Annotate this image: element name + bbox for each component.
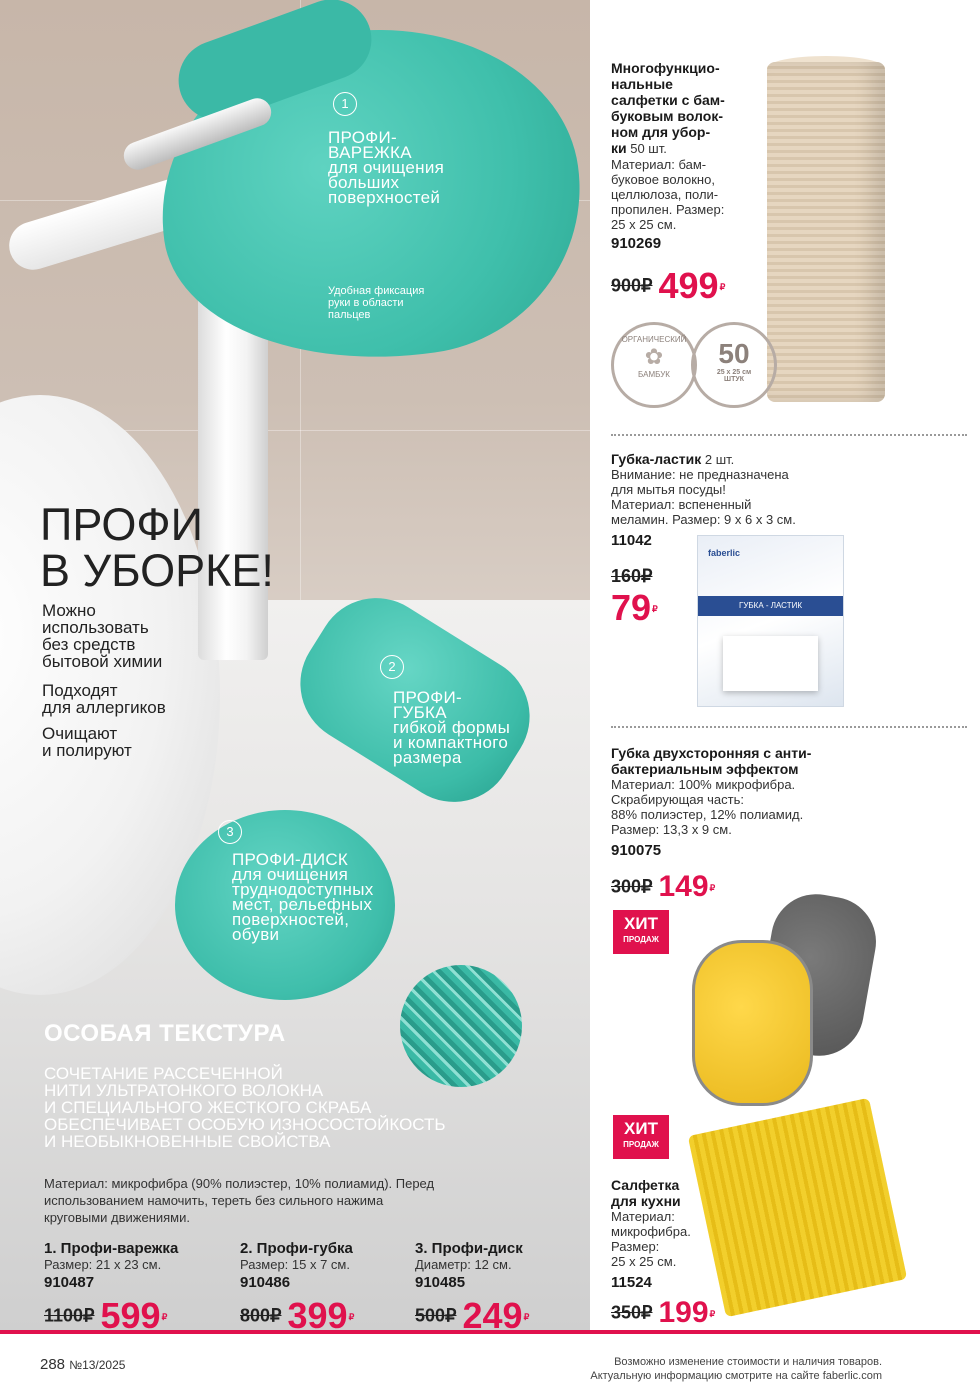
benefit-line: для аллергиков <box>42 698 166 717</box>
old-price: 800₽ <box>240 1305 282 1326</box>
old-price: 900₽ <box>611 275 653 296</box>
product-title-line: буковым волок- <box>611 108 723 124</box>
organic-bamboo-badge <box>611 322 697 408</box>
disclaimer-line: Возможно изменение стоимости и наличия товаров. <box>614 1356 882 1368</box>
product-name: 1. Профи-варежка <box>44 1240 179 1257</box>
bamboo-icon: ✿ <box>644 344 664 369</box>
callout-line: ПРОФИ- <box>328 128 398 147</box>
callout-line: труднодоступных <box>232 880 374 899</box>
product-title-line: ки <box>611 140 627 156</box>
badge-text: ОРГАНИЧЕСКИЙ <box>621 335 687 344</box>
texture-line: ОБЕСПЕЧИВАЕТ ОСОБУЮ ИЗНОСОСТОЙКОСТЬ <box>44 1115 446 1134</box>
product-quantity: 2 шт. <box>701 452 735 467</box>
note-line: Удобная фиксация <box>328 285 425 297</box>
product-code: 910485 <box>415 1274 466 1291</box>
page-number-value: 288 <box>40 1356 66 1373</box>
callout-line: и компактного <box>393 733 509 752</box>
old-price: 500₽ <box>415 1305 457 1326</box>
product-desc-line: Внимание: не предназначена <box>611 467 789 482</box>
product-title-line: ном для убор- <box>611 124 711 140</box>
price-two-sided-sponge <box>611 870 715 904</box>
benefit-line: без средств <box>42 635 136 654</box>
product-desc-line: буковое волокно, <box>611 172 715 187</box>
product-size: Размер: 21 х 23 см. <box>44 1257 162 1272</box>
product-quantity: 50 шт. <box>626 141 667 156</box>
product-desc-line: целлюлоза, поли- <box>611 187 719 202</box>
benefit-line: Можно <box>42 601 96 620</box>
headline-line: В УБОРКЕ! <box>40 545 274 596</box>
product-name: 3. Профи-диск <box>415 1240 523 1257</box>
callout-line: поверхностей <box>328 188 441 207</box>
mitt-note <box>328 285 424 321</box>
callout-line: обуви <box>232 925 280 944</box>
old-price: 160₽ <box>611 566 653 586</box>
new-price: 149 <box>658 870 709 903</box>
price-kitchen-cloth <box>611 1296 715 1330</box>
material-note <box>44 1175 544 1226</box>
yellow-microfiber-sponge-image <box>692 940 813 1106</box>
count-badge <box>691 322 777 408</box>
badge-size: 25 х 25 см <box>716 369 752 376</box>
new-price: 79 <box>611 587 652 628</box>
bamboo-wipes-roll-image <box>767 62 885 402</box>
product-profi-disc <box>415 1241 523 1291</box>
material-line: использованием намочить, тереть без сильного нажима <box>44 1193 384 1208</box>
product-title-line: Многофункцио- <box>611 60 720 76</box>
currency-sign: ₽ <box>161 1312 168 1323</box>
product-title-line: нальные <box>611 76 673 92</box>
texture-line: НИТИ УЛЬТРАТОНКОГО ВОЛОКНА <box>44 1081 324 1100</box>
material-line: Материал: микрофибра (90% полиэстер, 10% полиамид). Перед <box>44 1176 435 1191</box>
product-desc-line: пропилен. Размер: <box>611 202 725 217</box>
callout-line: больших <box>328 173 400 192</box>
callout-line: размера <box>393 748 462 767</box>
note-line: руки в области <box>328 297 404 309</box>
benefit-line: и полируют <box>42 741 132 760</box>
footer-disclaimer <box>590 1355 882 1383</box>
benefit-no-chemicals <box>42 602 162 670</box>
badge-title: ХИТ <box>624 914 658 933</box>
callout-number-2: 2 <box>380 655 404 679</box>
eraser-block-image <box>723 636 818 691</box>
material-line: круговыми движениями. <box>44 1210 190 1225</box>
product-title-line: бактериальным эффектом <box>611 761 799 777</box>
currency-sign: ₽ <box>709 883 716 894</box>
currency-sign: ₽ <box>348 1312 355 1323</box>
pack-brand: faberlic <box>708 548 741 558</box>
product-name: 2. Профи-губка <box>240 1240 353 1257</box>
product-title-line: салфетки с бам- <box>611 92 725 108</box>
product-kitchen-cloth <box>611 1177 731 1290</box>
product-desc-line: 25 х 25 см. <box>611 1254 677 1269</box>
product-profi-sponge <box>240 1241 353 1291</box>
product-code: 910486 <box>240 1274 291 1291</box>
benefit-line: Подходят <box>42 681 118 700</box>
price-bamboo-wipes <box>611 265 725 307</box>
product-desc-line: Материал: 100% микрофибра. <box>611 777 796 792</box>
callout-line: мест, рельефных <box>232 895 373 914</box>
product-size: Размер: 15 х 7 см. <box>240 1257 350 1272</box>
divider <box>611 434 967 436</box>
currency-sign: ₽ <box>652 604 658 615</box>
benefit-line: бытовой химии <box>42 652 163 671</box>
callout-line: ПРОФИ-ДИСК <box>232 850 349 869</box>
product-desc-line: 25 х 25 см. <box>611 217 677 232</box>
callout-sponge <box>393 690 510 765</box>
product-title-line: для кухни <box>611 1193 681 1209</box>
product-desc-line: Материал: бам- <box>611 157 707 172</box>
product-desc-line: микрофибра. <box>611 1224 691 1239</box>
product-desc-line: Размер: <box>611 1239 660 1254</box>
footer-accent-bar <box>0 1330 980 1334</box>
disclaimer-line: Актуальную информацию смотрите на сайте faberlic.com <box>590 1370 882 1382</box>
issue-number: №13/2025 <box>69 1358 126 1372</box>
headline-line: ПРОФИ <box>40 499 203 550</box>
currency-sign: ₽ <box>719 282 726 293</box>
benefit-polish <box>42 725 132 759</box>
price-profi-disc <box>415 1295 529 1330</box>
product-eraser-sponge <box>611 452 871 548</box>
callout-line: ВАРЕЖКА <box>328 143 412 162</box>
badge-number: 50 <box>718 338 750 369</box>
badge-subtitle: ПРОДАЖ <box>623 935 659 944</box>
benefit-line: использовать <box>42 618 149 637</box>
callout-line: гибкой формы <box>393 718 511 737</box>
product-desc-line: Материал: <box>611 1209 675 1224</box>
eraser-sponge-pack-image <box>697 535 844 707</box>
badge-title: ХИТ <box>624 1119 658 1138</box>
bestseller-badge <box>613 910 669 954</box>
price-profi-sponge <box>240 1295 354 1330</box>
product-code: 11524 <box>611 1274 652 1291</box>
callout-line: ГУБКА <box>393 703 447 722</box>
currency-sign: ₽ <box>709 1309 716 1320</box>
new-price: 599 <box>100 1295 161 1330</box>
new-price: 499 <box>658 265 719 306</box>
product-bamboo-wipes <box>611 60 761 251</box>
badge-unit: ШТУК <box>724 376 744 383</box>
product-code: 910269 <box>611 235 662 252</box>
texture-line: И СПЕЦИАЛЬНОГО ЖЕСТКОГО СКРАБА <box>44 1098 372 1117</box>
new-price: 399 <box>287 1295 348 1330</box>
pack-label: ГУБКА - ЛАСТИК <box>698 596 843 616</box>
callout-number-3: 3 <box>218 820 242 844</box>
product-code: 910075 <box>611 842 662 859</box>
badge-text: БАМБУК <box>638 370 670 379</box>
product-desc-line: меламин. Размер: 9 х 6 х 3 см. <box>611 512 796 527</box>
product-desc-line: 88% полиэстер, 12% полиамид. <box>611 807 804 822</box>
divider <box>611 726 967 728</box>
price-profi-mitt <box>44 1295 167 1330</box>
currency-sign: ₽ <box>523 1312 530 1323</box>
texture-line: СОЧЕТАНИЕ РАССЕЧЕННОЙ <box>44 1064 283 1083</box>
product-code: 910487 <box>44 1274 95 1291</box>
product-title-line: Губка двухсторонняя с анти- <box>611 745 812 761</box>
product-desc-line: Скрабирующая часть: <box>611 792 744 807</box>
product-title: Губка-ластик <box>611 451 702 467</box>
texture-line: И НЕОБЫКНОВЕННЫЕ СВОЙСТВА <box>44 1132 331 1151</box>
callout-mitt <box>328 130 444 205</box>
texture-description <box>44 1065 524 1150</box>
bestseller-badge <box>613 1115 669 1159</box>
product-title-line: Салфетка <box>611 1177 680 1193</box>
new-price: 199 <box>658 1296 709 1329</box>
callout-line: поверхностей, <box>232 910 350 929</box>
old-price: 350₽ <box>611 1302 653 1323</box>
price-eraser-sponge <box>611 566 658 629</box>
old-price: 1100₽ <box>44 1305 95 1326</box>
product-desc-line: Материал: вспененный <box>611 497 752 512</box>
product-desc-line: Размер: 13,3 х 9 см. <box>611 822 732 837</box>
product-profi-mitt <box>44 1241 178 1291</box>
callout-number-1: 1 <box>333 92 357 116</box>
callout-line: для очищения <box>232 865 349 884</box>
old-price: 300₽ <box>611 876 653 897</box>
page-number <box>40 1356 125 1373</box>
product-code: 11042 <box>611 532 652 549</box>
new-price: 249 <box>462 1295 523 1330</box>
texture-title: ОСОБАЯ ТЕКСТУРА <box>44 1020 286 1047</box>
note-line: пальцев <box>328 309 371 321</box>
product-size: Диаметр: 12 см. <box>415 1257 512 1272</box>
badge-subtitle: ПРОДАЖ <box>623 1140 659 1149</box>
callout-disc <box>232 852 374 942</box>
product-desc-line: для мытья посуды! <box>611 482 726 497</box>
page-headline <box>40 499 274 596</box>
callout-line: ПРОФИ- <box>393 688 463 707</box>
benefit-line: Очищают <box>42 724 118 743</box>
benefit-allergy <box>42 682 166 716</box>
product-two-sided-sponge <box>611 745 881 858</box>
callout-line: для очищения <box>328 158 445 177</box>
